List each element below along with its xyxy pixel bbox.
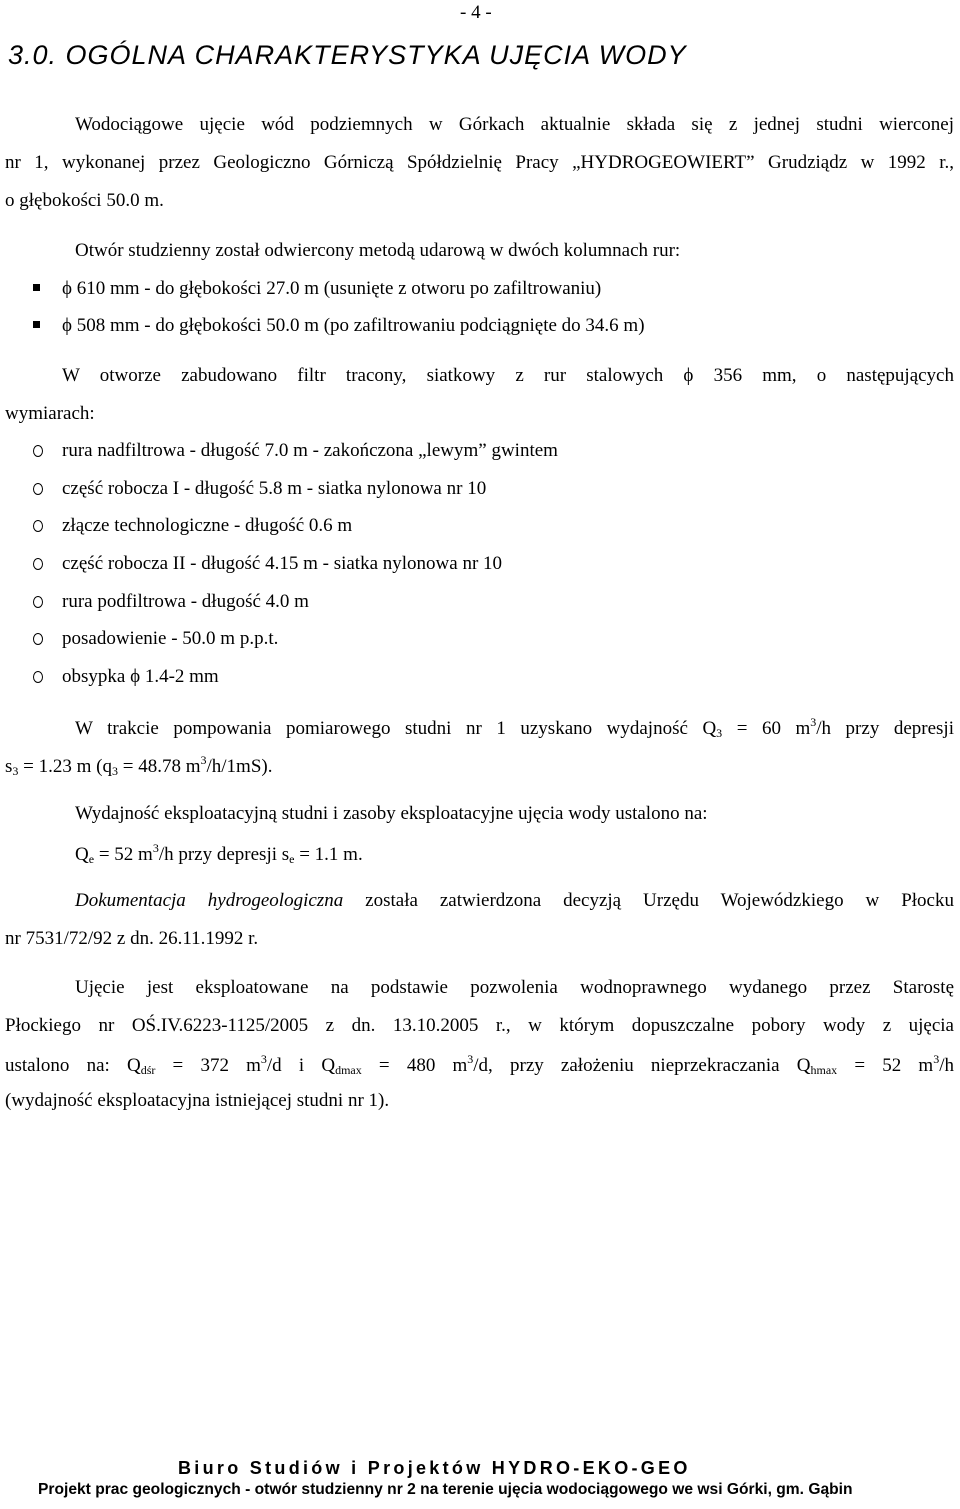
drilling-intro: Otwór studzienny został odwiercony metodą udarową w dwóch kolumnach rur: (75, 240, 681, 261)
bullet-circle-icon (33, 633, 43, 645)
permit-line-2: Płockiego nr OŚ.IV.6223-1125/2005 z dn. 13.10.2005 r., w którym dopuszczalne pobory wody z ujęcia (5, 1015, 954, 1036)
bullet-circle-icon (33, 558, 43, 570)
permit-line-1: Ujęcie jest eksploatowane na podstawie pozwolenia wodnoprawnego wydanego przez Starostę (75, 977, 954, 998)
bullet-square-icon (33, 321, 40, 328)
bullet-circle-icon (33, 520, 43, 532)
bullet-square-icon (33, 284, 40, 291)
bullet-circle-icon (33, 445, 43, 457)
section-heading: 3.0. OGÓLNA CHARAKTERYSTYKA UJĘCIA WODY (8, 40, 687, 70)
intro-line-3: o głębokości 50.0 m. (5, 190, 164, 211)
bullet-circle-icon (33, 596, 43, 608)
bullet-circle-icon (33, 671, 43, 683)
exploitation-line-1: Wydajność eksploatacyjną studni i zasoby eksploatacyjne ujęcia wody ustalono na: (75, 803, 708, 824)
footer-company: Biuro Studiów i Projektów HYDRO-EKO-GEO (178, 1458, 691, 1478)
filter-item-7: obsypka ϕ 1.4-2 mm (62, 666, 219, 687)
filter-item-4: część robocza II - długość 4.15 m - siatka nylonowa nr 10 (62, 553, 503, 574)
drilling-item-2: ϕ 508 mm - do głębokości 50.0 m (po zafiltrowaniu podciągnięte do 34.6 m) (62, 315, 645, 336)
pumping-line-2: $s_3 = 1.23$ m ($q_3 = 48.78$ $m^3/h/1mS$). (5, 753, 273, 778)
page-number: - 4 - (460, 2, 492, 23)
permit-line-4: (wydajność eksploatacyjna istniejącej studni nr 1). (5, 1090, 390, 1111)
filter-item-6: posadowienie - 50.0 m p.p.t. (62, 628, 279, 649)
exploitation-line-2: $Q_e = 52$ $m^3/h$ przy depresji $s_e = 1.1$ m. (75, 841, 363, 866)
documentation-line-2: nr 7531/72/92 z dn. 26.11.1992 r. (5, 928, 259, 949)
filter-item-3: złącze technologiczne - długość 0.6 m (62, 515, 353, 536)
intro-line-1: Wodociągowe ujęcie wód podziemnych w Górkach aktualnie składa się z jednej studni wierconej (75, 114, 954, 135)
filter-item-1: rura nadfiltrowa - długość 7.0 m - zakończona „lewym” gwintem (62, 440, 558, 461)
filter-line-2: wymiarach: (5, 403, 95, 424)
footer-project: Projekt prac geologicznych - otwór studzienny nr 2 na terenie ujęcia wodociągowego we wsi Górki, gm. Gąbin (38, 1481, 853, 1498)
filter-line-1: W otworze zabudowano filtr tracony, siatkowy z rur stalowych ϕ 356 mm, o następujących (62, 365, 954, 386)
pumping-line-1: W trakcie pompowania pomiarowego studni nr 1 uzyskano wydajność $Q_3 = 60$ $m^3/h$ przy depresji (75, 715, 954, 740)
filter-item-2: część robocza I - długość 5.8 m - siatka nylonowa nr 10 (62, 478, 487, 499)
intro-line-2: nr 1, wykonanej przez Geologiczno Górniczą Spółdzielnię Pracy „HYDROGEOWIERT” Grudziądz w 1992 r., (5, 152, 954, 173)
drilling-item-1: ϕ 610 mm - do głębokości 27.0 m (usunięte z otworu po zafiltrowaniu) (62, 278, 602, 299)
documentation-line-1: Dokumentacja hydrogeologiczna została zatwierdzona decyzją Urzędu Wojewódzkiego w Płocku (75, 890, 954, 911)
permit-line-3: ustalono na: $Q_{dśr} = 372$ $m^3/d$ i $Q_{dmax} = 480$ $m^3/d$, przy założeniu nieprzekraczania $Q_{hmax} = 52$ $m^3/h$ (5, 1052, 954, 1077)
filter-item-5: rura podfiltrowa - długość 4.0 m (62, 591, 309, 612)
bullet-circle-icon (33, 483, 43, 495)
